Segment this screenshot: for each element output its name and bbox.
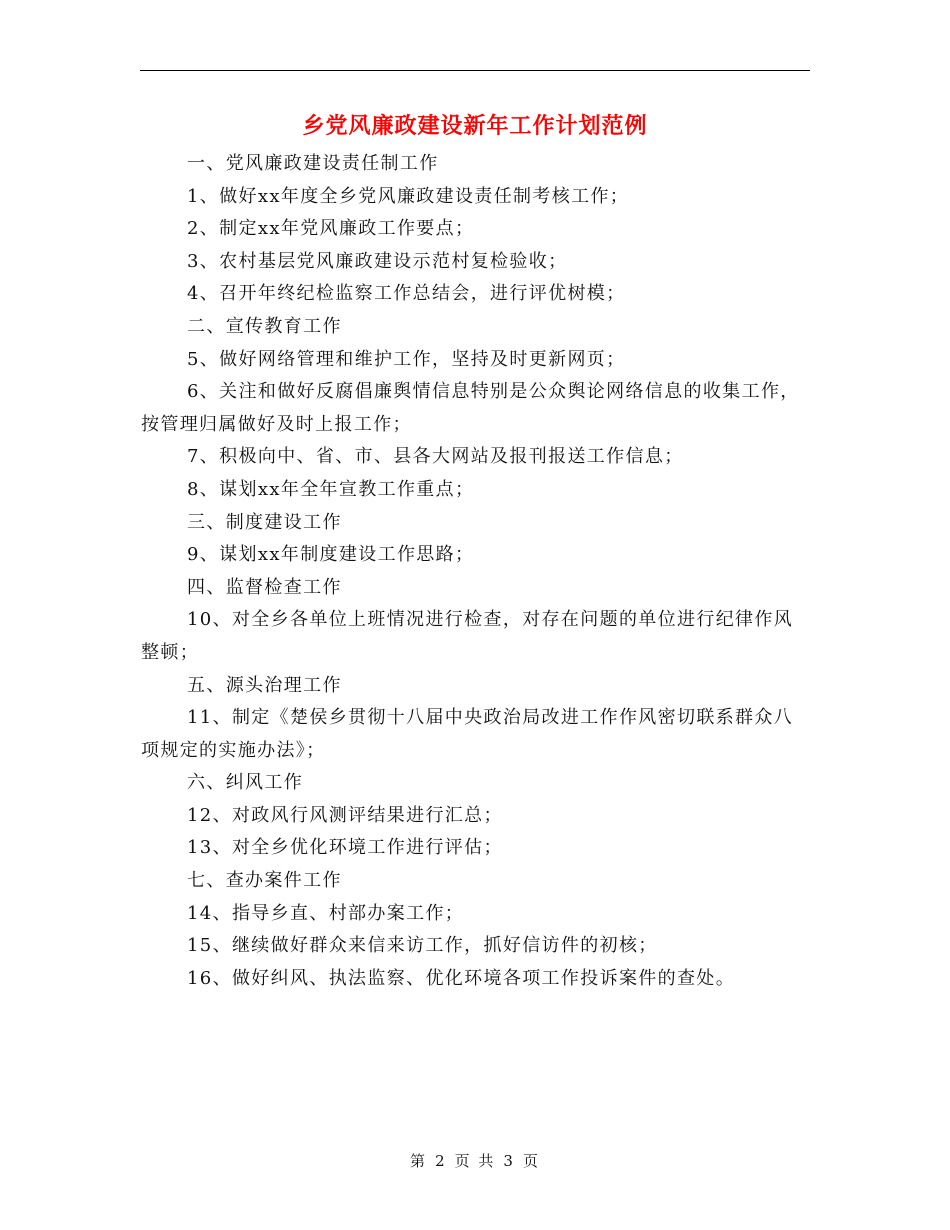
list-item-6: 6、关注和做好反腐倡廉舆情信息特别是公众舆论网络信息的收集工作，按管理归属做好及时上报工作； [141, 381, 800, 435]
page-footer [0, 1150, 950, 1171]
section-heading-4: 四、监督检查工作 [187, 576, 342, 598]
section-heading-3: 三、制度建设工作 [187, 511, 342, 533]
section-heading-6: 六、纠风工作 [187, 772, 304, 794]
list-item-10: 10、对全乡各单位上班情况进行检查，对存在问题的单位进行纪律作风整顿； [141, 609, 794, 663]
header-rule [140, 70, 810, 71]
page-label-mid: 页 共 [454, 1152, 496, 1170]
list-item-15: 15、继续做好群众来信来访工作，抓好信访件的初核； [187, 935, 658, 957]
list-item-5: 5、做好网络管理和维护工作，坚持及时更新网页； [187, 348, 626, 370]
section-heading-2: 二、宣传教育工作 [187, 315, 342, 337]
page-label-prefix: 第 [410, 1152, 428, 1170]
page-total: 3 [503, 1152, 515, 1170]
page-label-suffix: 页 [522, 1152, 540, 1170]
list-item-7: 7、积极向中、省、市、县各大网站及报刊报送工作信息； [187, 446, 684, 468]
list-item-12: 12、对政风行风测评结果进行汇总； [187, 804, 503, 826]
document-title: 乡党风廉政建设新年工作计划范例 [302, 113, 648, 139]
list-item-11: 11、制定《楚侯乡贯彻十八届中央政治局改进工作作风密切联系群众八项规定的实施办法》； [141, 707, 794, 761]
document-body [141, 148, 810, 995]
list-item-3: 3、农村基层党风廉政建设示范村复检验收； [187, 250, 568, 272]
list-item-13: 13、对全乡优化环境工作进行评估； [187, 837, 503, 859]
list-item-9: 9、谋划xx年制度建设工作思路； [187, 544, 475, 566]
page-current: 2 [435, 1152, 447, 1170]
section-heading-7: 七、查办案件工作 [187, 870, 342, 892]
list-item-14: 14、指导乡直、村部办案工作； [187, 902, 465, 924]
section-heading-5: 五、源头治理工作 [187, 674, 342, 696]
list-item-8: 8、谋划xx年全年宣教工作重点； [187, 478, 475, 500]
section-heading-1: 一、党风廉政建设责任制工作 [187, 153, 439, 174]
list-item-4: 4、召开年终纪检监察工作总结会，进行评优树模； [187, 283, 626, 305]
list-item-1: 1、做好xx年度全乡党风廉政建设责任制考核工作； [187, 185, 630, 207]
list-item-16: 16、做好纠风、执法监察、优化环境各项工作投诉案件的查处。 [187, 967, 736, 989]
list-item-2: 2、制定xx年党风廉政工作要点； [187, 218, 475, 240]
